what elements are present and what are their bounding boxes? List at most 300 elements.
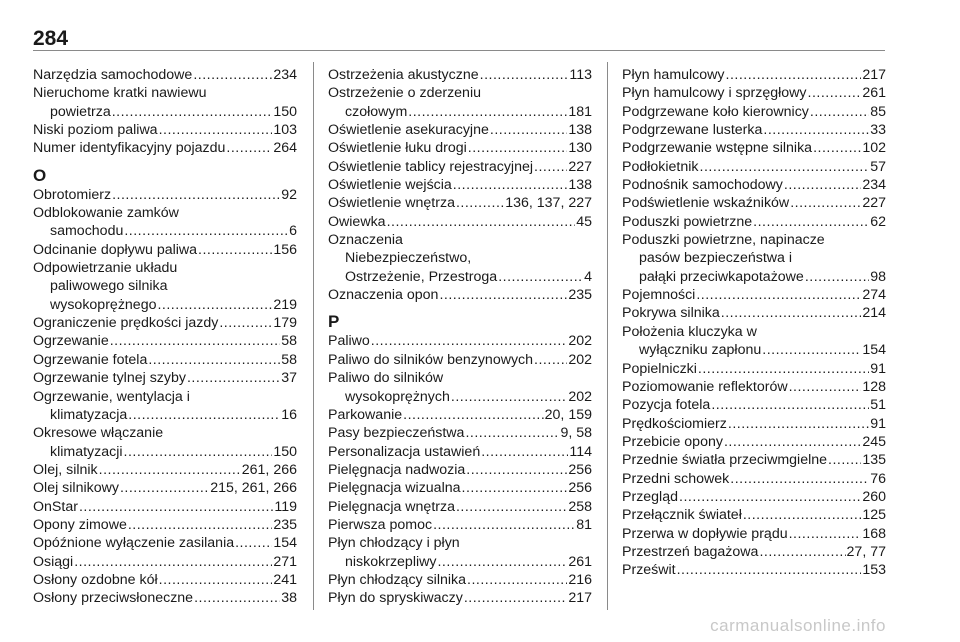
- entry-term: Parkowanie: [328, 406, 403, 423]
- entry-page-ref: 260: [862, 488, 886, 505]
- entry-page-ref: 202: [568, 388, 592, 405]
- entry-page-ref: 91: [870, 415, 886, 432]
- entry-term: Pokrywa silnika: [622, 305, 720, 322]
- dot-leader: [726, 66, 862, 84]
- dot-leader: [763, 121, 869, 139]
- index-entry: [622, 139, 886, 157]
- entry-term: Płyn chłodzący silnika: [328, 571, 466, 588]
- dot-leader: [753, 213, 869, 231]
- index-entry: [328, 66, 592, 84]
- page-number: 284: [33, 27, 69, 50]
- entry-term: Przestrzeń bagażowa: [622, 543, 759, 560]
- index-entry: [33, 553, 297, 571]
- dot-leader: [677, 561, 862, 579]
- entry-term: niskokrzepliwy: [345, 553, 437, 570]
- dot-leader: [148, 351, 280, 369]
- index-entry: [328, 516, 592, 534]
- dot-leader: [728, 415, 869, 433]
- entry-page-ref: 58: [281, 351, 297, 368]
- entry-term: Pierwsza pomoc: [328, 516, 433, 533]
- entry-page-ref: 261, 266: [241, 461, 297, 478]
- entry-page-ref: 62: [870, 213, 886, 230]
- entry-term: Popielniczki: [622, 360, 697, 377]
- entry-term: Odpowietrzanie układu: [33, 260, 178, 277]
- entry-page-ref: 256: [568, 480, 592, 497]
- dot-leader: [439, 286, 567, 304]
- index-entry: [622, 176, 886, 194]
- dot-leader: [490, 121, 567, 139]
- dot-leader: [159, 571, 273, 589]
- entry-page-ref: 92: [281, 186, 297, 203]
- entry-term: Opóźnione wyłączenie zasilania: [33, 535, 235, 552]
- index-entry: [622, 433, 886, 451]
- index-letter-heading: P: [328, 312, 340, 332]
- entry-term: Olej silnikowy: [33, 480, 119, 497]
- entry-term: Przełącznik świateł: [622, 507, 742, 524]
- entry-term: Nieruchome kratki nawiewu: [33, 85, 207, 102]
- dot-leader: [790, 194, 861, 212]
- entry-page-ref: 258: [568, 498, 592, 515]
- entry-term: klimatyzacja: [50, 406, 128, 423]
- dot-leader: [437, 553, 567, 571]
- dot-leader: [157, 296, 272, 314]
- entry-page-ref: 219: [273, 296, 297, 313]
- entry-term: Ogrzewanie, wentylacja i: [33, 388, 190, 405]
- entry-term: Płyn chłodzący i płyn: [328, 535, 460, 552]
- dot-leader: [235, 534, 272, 552]
- index-entry: [622, 451, 886, 469]
- column-divider: [313, 62, 314, 610]
- entry-page-ref: 179: [273, 315, 297, 332]
- dot-leader: [120, 479, 209, 497]
- entry-term: samochodu: [50, 223, 124, 240]
- column-divider: [607, 62, 608, 610]
- entry-term: Pojemności: [622, 287, 696, 304]
- dot-leader: [808, 84, 862, 102]
- index-entry: [622, 158, 886, 176]
- entry-term: Ogrzewanie tylnej szyby: [33, 370, 186, 387]
- index-entry: [33, 66, 297, 84]
- entry-term: czołowym: [345, 103, 408, 120]
- dot-leader: [128, 516, 272, 534]
- index-entry: [33, 369, 297, 387]
- entry-page-ref: 234: [273, 67, 297, 83]
- index-entry: [33, 479, 297, 497]
- entry-page-ref: 91: [870, 360, 886, 377]
- dot-leader: [128, 406, 280, 424]
- index-entry: [33, 186, 297, 204]
- entry-page-ref: 256: [568, 461, 592, 478]
- index-entry: [33, 84, 297, 121]
- entry-term: Przednie światła przeciwmgielne: [622, 452, 828, 469]
- entry-term: Okresowe włączanie: [33, 425, 164, 442]
- dot-leader: [79, 498, 273, 516]
- entry-term: Pielęgnacja nadwozia: [328, 461, 466, 478]
- entry-term: Opony zimowe: [33, 516, 127, 533]
- index-entry: [328, 158, 592, 176]
- index-entry: [328, 479, 592, 497]
- entry-page-ref: 154: [862, 342, 886, 359]
- entry-term: Podgrzewane koło kierownicy: [622, 103, 809, 120]
- index-entry: [622, 470, 886, 488]
- dot-leader: [813, 139, 861, 157]
- dot-leader: [700, 158, 870, 176]
- dot-leader: [696, 286, 861, 304]
- index-column-2: [328, 66, 592, 608]
- index-entry: [328, 461, 592, 479]
- entry-page-ref: 38: [281, 590, 297, 607]
- index-entry: [622, 506, 886, 524]
- index-entry: [33, 204, 297, 241]
- dot-leader: [456, 498, 567, 516]
- index-entry: [328, 351, 592, 369]
- dot-leader: [480, 66, 569, 84]
- dot-leader: [462, 479, 568, 497]
- entry-term: Olej, silnik: [33, 461, 98, 478]
- dot-leader: [759, 543, 845, 561]
- dot-leader: [408, 103, 567, 121]
- entry-term: OnStar: [33, 498, 78, 515]
- index-entry: [33, 461, 297, 479]
- dot-leader: [743, 506, 861, 524]
- dot-leader: [124, 443, 273, 461]
- index-column-1: [33, 66, 297, 608]
- index-entry: [328, 286, 592, 304]
- entry-term: Numer identyfikacyjny pojazdu: [33, 140, 226, 157]
- dot-leader: [721, 304, 862, 322]
- index-column-3: [622, 66, 886, 580]
- index-entry: [622, 543, 886, 561]
- entry-page-ref: 156: [273, 241, 297, 258]
- entry-page-ref: 136, 137, 227: [505, 195, 592, 212]
- entry-term: Położenia kluczyka w: [622, 323, 757, 340]
- dot-leader: [534, 158, 567, 176]
- entry-page-ref: 20, 159: [544, 406, 592, 423]
- index-entry: [328, 249, 592, 286]
- dot-leader: [193, 66, 272, 84]
- index-entry: [622, 488, 886, 506]
- entry-page-ref: 181: [568, 103, 592, 120]
- dot-leader: [534, 351, 567, 369]
- entry-term: Pasy bezpieczeństwa: [328, 425, 465, 442]
- entry-term: Poziomowanie reflektorów: [622, 378, 788, 395]
- entry-page-ref: 214: [862, 305, 886, 322]
- entry-term: pasów bezpieczeństwa i: [639, 250, 792, 267]
- entry-page-ref: 76: [870, 470, 886, 487]
- entry-page-ref: 153: [862, 562, 886, 579]
- entry-page-ref: 130: [568, 140, 592, 157]
- dot-leader: [453, 176, 568, 194]
- entry-page-ref: 128: [862, 378, 886, 395]
- dot-leader: [99, 461, 241, 479]
- entry-page-ref: 114: [569, 443, 592, 460]
- entry-term: Paliwo: [328, 333, 370, 350]
- dot-leader: [465, 424, 559, 442]
- entry-term: Paliwo do silników: [328, 370, 444, 387]
- index-entry: [33, 498, 297, 516]
- dot-leader: [226, 139, 272, 157]
- entry-term: Ostrzeżenie, Przestroga: [345, 268, 498, 285]
- entry-page-ref: 98: [870, 268, 886, 285]
- entry-term: Osłony ozdobne kół: [33, 571, 158, 588]
- entry-page-ref: 125: [862, 507, 886, 524]
- entry-term: Przebicie opony: [622, 433, 723, 450]
- dot-leader: [74, 553, 272, 571]
- index-entry: [33, 259, 297, 314]
- entry-term: Oświetlenie asekuracyjne: [328, 122, 489, 139]
- entry-term: Osiągi: [33, 553, 74, 570]
- entry-page-ref: 235: [568, 287, 592, 304]
- entry-term: Poduszki powietrzne: [622, 213, 753, 230]
- entry-term: Ograniczenie prędkości jazdy: [33, 315, 219, 332]
- index-entry: [622, 396, 886, 414]
- index-entry: [622, 323, 886, 360]
- dot-leader: [730, 470, 869, 488]
- dot-leader: [784, 176, 861, 194]
- entry-page-ref: 202: [568, 333, 592, 350]
- index-entry: [328, 571, 592, 589]
- entry-page-ref: 6: [289, 223, 297, 240]
- index-entry: [328, 121, 592, 139]
- entry-page-ref: 217: [568, 590, 592, 607]
- entry-page-ref: 235: [273, 516, 297, 533]
- entry-page-ref: 241: [273, 571, 297, 588]
- index-entry: [328, 84, 592, 121]
- entry-term: Odcinanie dopływu paliwa: [33, 241, 198, 258]
- entry-term: Podłokietnik: [622, 158, 699, 175]
- entry-page-ref: 150: [273, 103, 297, 120]
- entry-term: Owiewka: [328, 213, 386, 230]
- entry-page-ref: 216: [568, 571, 592, 588]
- entry-page-ref: 234: [862, 177, 886, 194]
- entry-page-ref: 45: [576, 213, 592, 230]
- entry-page-ref: 58: [281, 333, 297, 350]
- entry-term: Przerwa w dopływie prądu: [622, 525, 788, 542]
- entry-term: Podświetlenie wskaźników: [622, 195, 790, 212]
- dot-leader: [762, 341, 861, 359]
- index-entry: [33, 241, 297, 259]
- index-entry: [328, 176, 592, 194]
- dot-leader: [789, 378, 862, 396]
- dot-leader: [789, 525, 862, 543]
- index-entry: [328, 589, 592, 607]
- entry-term: Podgrzewane lusterka: [622, 122, 763, 139]
- entry-term: powietrza: [50, 103, 111, 120]
- index-entry: [328, 498, 592, 516]
- entry-page-ref: 102: [862, 140, 886, 157]
- dot-leader: [810, 103, 869, 121]
- index-entry: [622, 360, 886, 378]
- dot-leader: [498, 268, 583, 286]
- dot-leader: [828, 451, 861, 469]
- index-entry: [622, 103, 886, 121]
- entry-page-ref: 215, 261, 266: [210, 480, 297, 497]
- entry-term: Oświetlenie tablicy rejestracyjnej: [328, 158, 534, 175]
- dot-leader: [466, 461, 567, 479]
- entry-page-ref: 227: [862, 195, 886, 212]
- entry-page-ref: 202: [568, 351, 592, 368]
- entry-term: Ostrzeżenia akustyczne: [328, 67, 479, 83]
- entry-term: wysokoprężnych: [345, 388, 450, 405]
- index-entry: [33, 121, 297, 139]
- entry-page-ref: 119: [274, 498, 297, 515]
- watermark: carmanualsonline.info: [710, 616, 886, 635]
- index-entry: [622, 286, 886, 304]
- entry-page-ref: 85: [870, 103, 886, 120]
- index-entry: [328, 406, 592, 424]
- dot-leader: [194, 589, 280, 607]
- index-entry: [33, 424, 297, 461]
- index-entry: [33, 534, 297, 552]
- entry-page-ref: 168: [862, 525, 886, 542]
- entry-term: Podnośnik samochodowy: [622, 177, 783, 194]
- dot-leader: [187, 369, 280, 387]
- dot-leader: [433, 516, 575, 534]
- dot-leader: [124, 222, 288, 240]
- dot-leader: [112, 186, 280, 204]
- entry-term: Osłony przeciwsłoneczne: [33, 590, 194, 607]
- entry-page-ref: 57: [870, 158, 886, 175]
- index-entry: [622, 304, 886, 322]
- entry-term: Oświetlenie łuku drogi: [328, 140, 467, 157]
- index-entry: [622, 213, 886, 231]
- entry-term: Narzędzia samochodowe: [33, 67, 193, 83]
- index-entry: [622, 378, 886, 396]
- index-entry: [328, 139, 592, 157]
- entry-page-ref: 4: [584, 268, 592, 285]
- dot-leader: [711, 396, 869, 414]
- dot-leader: [468, 139, 568, 157]
- entry-term: Pielęgnacja wizualna: [328, 480, 461, 497]
- entry-page-ref: 261: [862, 85, 886, 102]
- index-entry: [622, 194, 886, 212]
- entry-term: Przedni schowek: [622, 470, 730, 487]
- entry-term: Płyn hamulcowy: [622, 67, 725, 83]
- entry-page-ref: 138: [568, 177, 592, 194]
- entry-term: Oznaczenia: [328, 232, 403, 249]
- entry-term: Oświetlenie wnętrza: [328, 195, 455, 212]
- index-entry: [328, 424, 592, 442]
- header-rule: [33, 50, 885, 51]
- entry-term: Odblokowanie zamków: [33, 205, 179, 222]
- dot-leader: [464, 589, 568, 607]
- entry-page-ref: 81: [576, 516, 592, 533]
- entry-term: Niski poziom paliwa: [33, 122, 158, 139]
- entry-page-ref: 264: [273, 140, 297, 157]
- dot-leader: [724, 433, 861, 451]
- index-entry: [328, 194, 592, 212]
- entry-page-ref: 245: [862, 433, 886, 450]
- entry-term: Pozycja fotela: [622, 397, 711, 414]
- dot-leader: [451, 388, 567, 406]
- entry-term: Płyn hamulcowy i sprzęgłowy: [622, 85, 807, 102]
- dot-leader: [198, 241, 272, 259]
- index-entry: [622, 231, 886, 286]
- entry-term: Podgrzewanie wstępne silnika: [622, 140, 813, 157]
- index-entry: [33, 571, 297, 589]
- index-entry: [622, 561, 886, 579]
- entry-term: Niebezpieczeństwo,: [345, 250, 472, 267]
- entry-term: Paliwo do silników benzynowych: [328, 351, 534, 368]
- entry-page-ref: 154: [273, 535, 297, 552]
- index-entry: [622, 525, 886, 543]
- entry-term: Płyn do spryskiwaczy: [328, 590, 463, 607]
- index-entry: [33, 351, 297, 369]
- entry-term: klimatyzacji: [50, 443, 123, 460]
- entry-term: wysokoprężnego: [50, 296, 157, 313]
- dot-leader: [481, 443, 568, 461]
- entry-term: paliwowego silnika: [50, 278, 168, 295]
- entry-page-ref: 103: [273, 122, 297, 139]
- index-letter-heading: O: [33, 165, 47, 185]
- dot-leader: [387, 213, 576, 231]
- entry-term: Obrotomierz: [33, 186, 112, 203]
- index-entry: [33, 139, 297, 157]
- dot-leader: [371, 332, 568, 350]
- dot-leader: [403, 406, 544, 424]
- entry-page-ref: 37: [281, 370, 297, 387]
- dot-leader: [219, 314, 272, 332]
- entry-term: Oznaczenia opon: [328, 287, 439, 304]
- index-entry: [622, 121, 886, 139]
- index-entry: [622, 84, 886, 102]
- entry-page-ref: 135: [862, 452, 886, 469]
- entry-term: wyłączniku zapłonu: [639, 342, 762, 359]
- dot-leader: [110, 332, 281, 350]
- dot-leader: [456, 194, 504, 212]
- index-entry: [33, 516, 297, 534]
- entry-page-ref: 33: [870, 122, 886, 139]
- index-entry: [328, 213, 592, 231]
- index-entry: [328, 332, 592, 350]
- entry-page-ref: 138: [568, 122, 592, 139]
- entry-page-ref: 9, 58: [560, 425, 592, 442]
- entry-term: Ogrzewanie: [33, 333, 109, 350]
- entry-page-ref: 217: [862, 67, 886, 83]
- entry-page-ref: 150: [273, 443, 297, 460]
- index-entry: [622, 415, 886, 433]
- entry-term: Pielęgnacja wnętrza: [328, 498, 455, 515]
- entry-term: Ostrzeżenie o zderzeniu: [328, 85, 481, 102]
- entry-term: Przegląd: [622, 488, 678, 505]
- entry-term: Oświetlenie wejścia: [328, 177, 452, 194]
- entry-page-ref: 51: [870, 397, 886, 414]
- dot-leader: [159, 121, 273, 139]
- dot-leader: [698, 360, 869, 378]
- entry-term: Prędkościomierz: [622, 415, 727, 432]
- index-entry: [328, 231, 592, 249]
- entry-term: pałąki przeciwkapotażowe: [639, 268, 804, 285]
- entry-page-ref: 274: [862, 287, 886, 304]
- entry-term: Personalizacja ustawień: [328, 443, 481, 460]
- entry-term: Prześwit: [622, 562, 676, 579]
- index-entry: [328, 369, 592, 406]
- entry-term: Poduszki powietrzne, napinacze: [622, 232, 825, 249]
- entry-term: Ogrzewanie fotela: [33, 351, 148, 368]
- entry-page-ref: 16: [281, 406, 297, 423]
- dot-leader: [679, 488, 861, 506]
- dot-leader: [112, 103, 273, 121]
- index-entry: [33, 332, 297, 350]
- entry-page-ref: 113: [569, 67, 592, 83]
- dot-leader: [467, 571, 567, 589]
- index-entry: [33, 589, 297, 607]
- index-entry: [33, 388, 297, 425]
- entry-page-ref: 261: [568, 553, 592, 570]
- entry-page-ref: 227: [568, 158, 592, 175]
- entry-page-ref: 271: [273, 553, 297, 570]
- index-entry: [328, 443, 592, 461]
